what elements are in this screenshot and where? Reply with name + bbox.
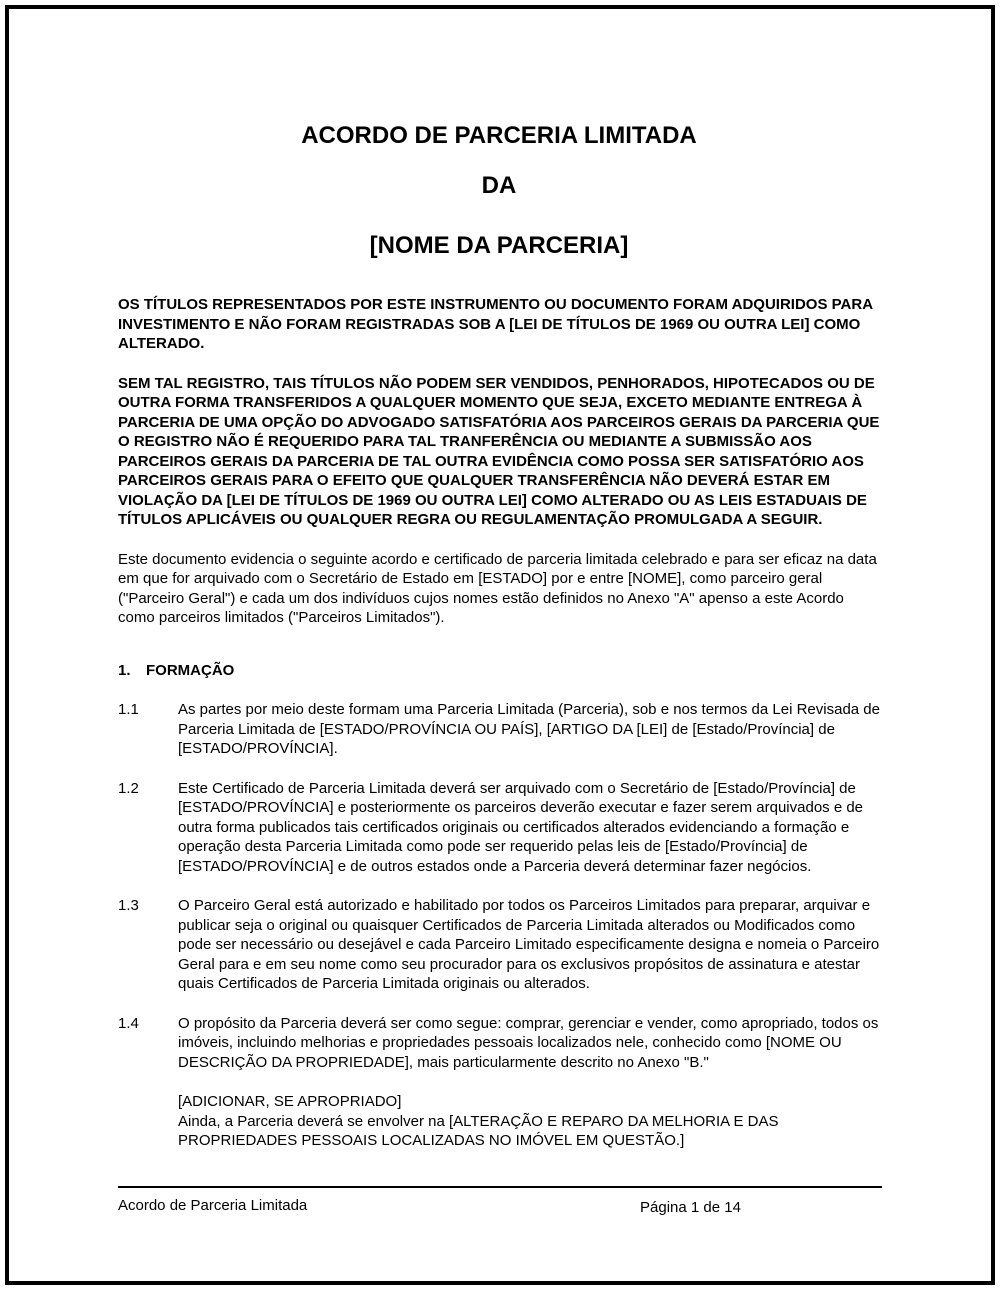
addendum-line-2: Ainda, a Parceria deverá se envolver na [ALTERAÇÃO E REPARO DA MELHORIA E DAS PROPRIEDADES PESSOAIS LOCALIZADAS NO IMÓVEL EM QUESTÃO.] (178, 1112, 779, 1149)
addendum-line-1: [ADICIONAR, SE APROPRIADO] (178, 1093, 402, 1110)
document-title-block (118, 0, 880, 260)
section-item-1-4 (118, 1014, 880, 1073)
document-title-line-2: DA (481, 172, 517, 199)
section-1-items (118, 700, 880, 1151)
item-number: 1.4 (118, 1014, 139, 1032)
notice-paragraph-1: OS TÍTULOS REPRESENTADOS POR ESTE INSTRUMENTO OU DOCUMENTO FORAM ADQUIRIDOS PARA INVESTIMENTO E NÃO FORAM REGISTRADAS SOB A [LEI DE TÍTULOS DE 1969 OU OUTRA LEI] COMO ALTERADO. (118, 296, 873, 352)
item-text: O propósito da Parceria deverá ser como segue: comprar, gerenciar e vender, como apropriado, todos os imóveis, incluindo melhorias e propriedades pessoais localizados nele, conhecido como [NOME OU DESCRIÇÃO DA PROPRIEDADE], mais particularmente descrito no Anexo "B." (178, 1014, 879, 1071)
section-1-title: FORMAÇÃO (146, 661, 235, 679)
footer-document-name: Acordo de Parceria Limitada (118, 1197, 308, 1214)
item-number: 1.2 (118, 779, 139, 797)
notice-paragraph-2: SEM TAL REGISTRO, TAIS TÍTULOS NÃO PODEM SER VENDIDOS, PENHORADOS, HIPOTECADOS OU DE OUTRA FORMA TRANSFERIDOS A QUALQUER MOMENTO QUE SEJA, EXCETO MEDIANTE ENTREGA À PARCERIA DE UMA OPÇÃO DO ADVOGADO SATISFATÓRIA AOS PARCEIROS GERAIS DA PARCERIA QUE O REGISTRO NÃO É REQUERIDO PARA TAL TRANFERÊNCIA OU MEDIANTE A SUBMISSÃO AOS PARCEIROS GERAIS DA PARCERIA DE TAL OUTRA EVIDÊNCIA COMO POSSA SER SATISFATÓRIO AOS PARCEIROS GERAIS PARA O EFEITO QUE QUALQUER TRANSFERÊNCIA NÃO DEVERÁ ESTAR EM VIOLAÇÃO DA [LEI DE TÍTULOS DE 1969 OU OUTRA LEI] COMO ALTERADO OU AS LEIS ESTADUAIS DE TÍTULOS APLICÁVEIS OU QUALQUER REGRA OU REGULAMENTAÇÃO PROMULGADA A SEGUIR. (118, 374, 880, 528)
item-number: 1.1 (118, 701, 139, 718)
section-1-number: 1. (118, 661, 131, 679)
item-number: 1.3 (118, 897, 139, 914)
section-item-1-3 (118, 896, 880, 994)
section-1-heading (118, 661, 880, 681)
page-footer (118, 1186, 882, 1215)
item-text: O Parceiro Geral está autorizado e habilitado por todos os Parceiros Limitados para preparar, arquivar e publicar seja o original ou quaisquer Certificados de Parceria Limitada alterados ou Modificados como pode ser necessário ou desejável e cada Parceiro Limitado especificamente designa e nomeia o Parceiro Geral para e em seu nome como seu procurador para os exclusivos propósitos de assinatura e atestar quais Certificados de Parceria Limitada originais ou alterados. (178, 897, 880, 992)
section-item-1-1 (118, 700, 880, 759)
document-page (118, 0, 880, 1151)
item-text: Este Certificado de Parceria Limitada deverá ser arquivado com o Secretário de [Estado/Província] de [ESTADO/PROVÍNCIA] e posteriormente os parceiros deverão executar e fazer serem arquivados e de outra forma publicados tais certificados originais ou certificados alterados evidenciando a formação e operação desta Parceria Limitada como pode ser requerido pelas leis de [Estado/Província] de [ESTADO/PROVÍNCIA] e de outros estados onde a Parceria deverá determinar fazer negócios. (178, 779, 864, 875)
section-1-4-addendum (178, 1092, 880, 1151)
footer-page-number: Página 1 de 14 (640, 1199, 741, 1216)
section-item-1-2 (118, 779, 880, 877)
item-text: As partes por meio deste formam uma Parceria Limitada (Parceria), sob e nos termos da Lei Revisada de Parceria Limitada de [ESTADO/PROVÍNCIA OU PAÍS], [ARTIGO DA [LEI] de [Estado/Província] de [ESTADO/PROVÍNCIA]. (178, 701, 880, 757)
intro-paragraph: Este documento evidencia o seguinte acordo e certificado de parceria limitada celebrado e para ser eficaz na data em que for arquivado com o Secretário de Estado em [ESTADO] por e entre [NOME], como parceiro geral ("Parceiro Geral") e cada um dos indivíduos cujos nomes estão definidos no Anexo "A" apenso a este Acordo como parceiros limitados ("Parceiros Limitados"). (118, 550, 877, 626)
document-title-line-3: [NOME DA PARCERIA] (369, 232, 629, 259)
document-title-line-1: ACORDO DE PARCERIA LIMITADA (301, 122, 697, 149)
